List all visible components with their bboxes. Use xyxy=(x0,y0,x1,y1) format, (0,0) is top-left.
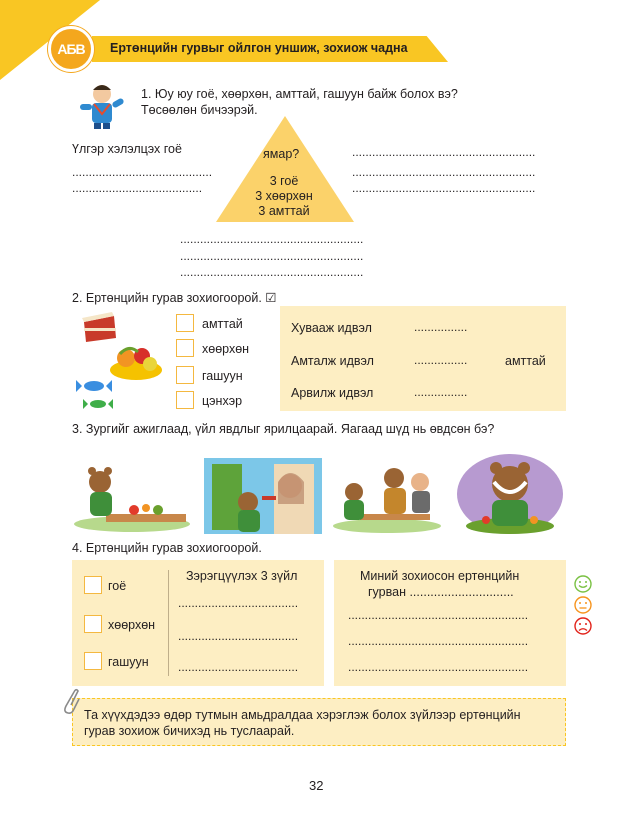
option-label: гашуун xyxy=(202,369,243,383)
happy-face-icon[interactable] xyxy=(574,575,592,593)
neutral-face-icon[interactable] xyxy=(574,596,592,614)
pyramid-line: 3 хөөрхөн xyxy=(255,189,313,203)
tip-line: Та хүүхдэдээ өдөр тутмын амьдралдаа хэрэглэж болох зүйлээр ертөнцийн xyxy=(84,708,521,722)
question-1-line1: 1. Юу юу гоё, хөөрхөн, амттай, гашуун байж болох вэ? xyxy=(141,87,458,101)
option-label: хөөрхөн xyxy=(202,342,250,356)
checkbox-goyo[interactable] xyxy=(84,576,102,594)
answer-line[interactable]: ...................................................... xyxy=(348,634,529,648)
answer-line[interactable]: ....................................................... xyxy=(352,181,536,195)
sad-face-icon[interactable] xyxy=(574,617,592,635)
checkbox-amttai[interactable] xyxy=(176,314,194,332)
compose-header-line1: Миний зохиосон ертөнцийн xyxy=(360,569,520,583)
answer-line[interactable]: .......................................... xyxy=(72,165,213,179)
answer-line[interactable]: ....................................................... xyxy=(352,145,536,159)
answer-line[interactable]: ...................................................... xyxy=(348,608,529,622)
question-3: 3. Зургийг ажиглаад, үйл явдлыг ярилцаарай. Яагаад шүд нь өвдсөн бэ? xyxy=(72,422,495,436)
answer-line[interactable]: ................ xyxy=(414,353,468,367)
divider xyxy=(168,570,169,676)
option-label: амттай xyxy=(202,317,243,331)
sentence-answer: амттай xyxy=(505,354,546,368)
boy-illustration-icon xyxy=(72,80,132,130)
answer-line[interactable]: .................................... xyxy=(178,629,299,643)
compare-header: Зэрэгцүүлэх 3 зүйл xyxy=(186,569,298,583)
answer-line[interactable]: ....................................................... xyxy=(352,165,536,179)
sentence-label: Арвилж идвэл xyxy=(291,386,374,400)
answer-line[interactable]: .................................... xyxy=(178,596,299,610)
pyramid-line: 3 гоё xyxy=(269,174,299,188)
checkbox-gashuun[interactable] xyxy=(176,366,194,384)
answer-line[interactable]: ................ xyxy=(414,320,468,334)
option-label: гоё xyxy=(108,579,127,593)
answer-line[interactable]: ....................................................... xyxy=(180,265,364,279)
page-number: 32 xyxy=(309,778,324,793)
pyramid-line: 3 амттай xyxy=(258,204,310,218)
sentence-label: Хувааж идвэл xyxy=(291,321,372,335)
answer-line[interactable]: ...................................................... xyxy=(348,660,529,674)
answer-line[interactable]: ....................................................... xyxy=(180,249,364,263)
option-label: хөөрхөн xyxy=(108,618,156,632)
scene-bear-toothache-icon xyxy=(456,452,564,536)
abv-badge-icon: АБВ xyxy=(48,26,94,72)
sentence-label: Амталж идвэл xyxy=(291,354,374,368)
tip-line: гурав зохиож бичихэд нь туслаарай. xyxy=(84,724,295,738)
question-4: 4. Ертөнцийн гурав зохиогоорой. xyxy=(72,541,262,555)
scene-bear-eating-sweets-icon xyxy=(72,458,194,534)
pyramid-question: ямар? xyxy=(263,147,300,161)
answer-line[interactable]: ................ xyxy=(414,385,468,399)
parent-tip-text xyxy=(84,707,564,739)
example-label: Үлгэр хэлэлцэх гоё xyxy=(72,142,182,156)
checkbox-khoorkhon[interactable] xyxy=(176,339,194,357)
scene-dentist-visit-icon xyxy=(204,458,322,534)
checkbox-tsenkher[interactable] xyxy=(176,391,194,409)
scene-bear-and-friends-icon xyxy=(332,458,442,534)
pyramid-examples xyxy=(246,174,322,219)
option-label: гашуун xyxy=(108,655,149,669)
answer-line[interactable]: ....................................................... xyxy=(180,232,364,246)
question-2: 2. Ертөнцийн гурав зохиогоорой. ☑ xyxy=(72,291,277,305)
checkbox-gashuun[interactable] xyxy=(84,652,102,670)
answer-line[interactable]: ....................................... xyxy=(72,181,203,195)
compose-header-line2[interactable]: гурван .............................. xyxy=(368,585,514,599)
option-label: цэнхэр xyxy=(202,394,243,408)
sweets-fruit-illustration-icon xyxy=(74,308,174,412)
paperclip-icon xyxy=(60,686,80,716)
answer-line[interactable]: .................................... xyxy=(178,660,299,674)
page-title: Ертөнцийн гурвыг ойлгон уншиж, зохиож чадна xyxy=(110,41,408,55)
checkbox-khoorkhon[interactable] xyxy=(84,615,102,633)
question-1-line2: Төсөөлөн бичээрэй. xyxy=(141,103,258,117)
question-1 xyxy=(141,86,458,118)
